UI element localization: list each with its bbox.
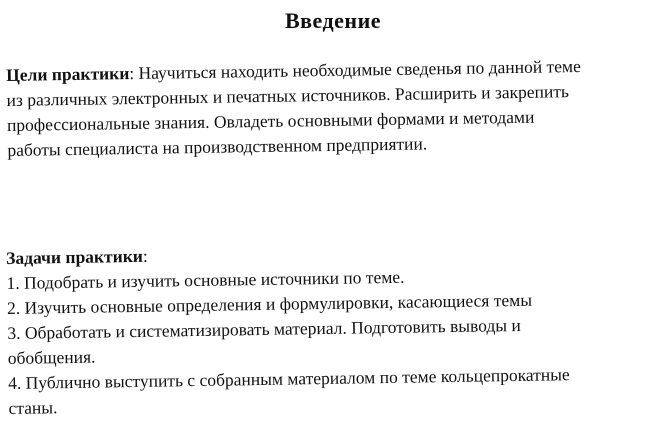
task-item-3-continued: обобщения.	[7, 346, 96, 368]
tasks-paragraph	[6, 236, 665, 421]
task-item-4: 4. Публично выступить с собранным материалом по теме кольцепрокатные	[7, 364, 570, 393]
tasks-label: Задачи практики	[6, 245, 144, 268]
goals-line-4: работы специалиста на производственном предприятии.	[7, 133, 428, 160]
page-title: Введение	[284, 8, 382, 33]
task-item-4-continued: станы.	[8, 397, 58, 418]
goals-line-2: из различных электронных и печатных источников. Расширить и закрепить	[6, 81, 570, 110]
goals-text-1: Научиться находить необходимые сведенья по данной теме	[138, 55, 581, 83]
task-item-2: 2. Изучить основные определения и формулировки, касающиеся темы	[6, 289, 533, 318]
goals-line-3: профессиональные знания. Овладеть основными формами и методами	[6, 106, 535, 135]
task-item-3: 3. Обработать и систематизировать материал. Подготовить выводы и	[7, 314, 521, 343]
task-item-1: 1. Подобрать и изучить основные источники по теме.	[6, 266, 405, 293]
goals-paragraph	[6, 53, 663, 163]
tasks-separator: :	[142, 245, 148, 266]
goals-label: Цели практики	[6, 63, 130, 85]
goals-separator: :	[129, 62, 135, 84]
